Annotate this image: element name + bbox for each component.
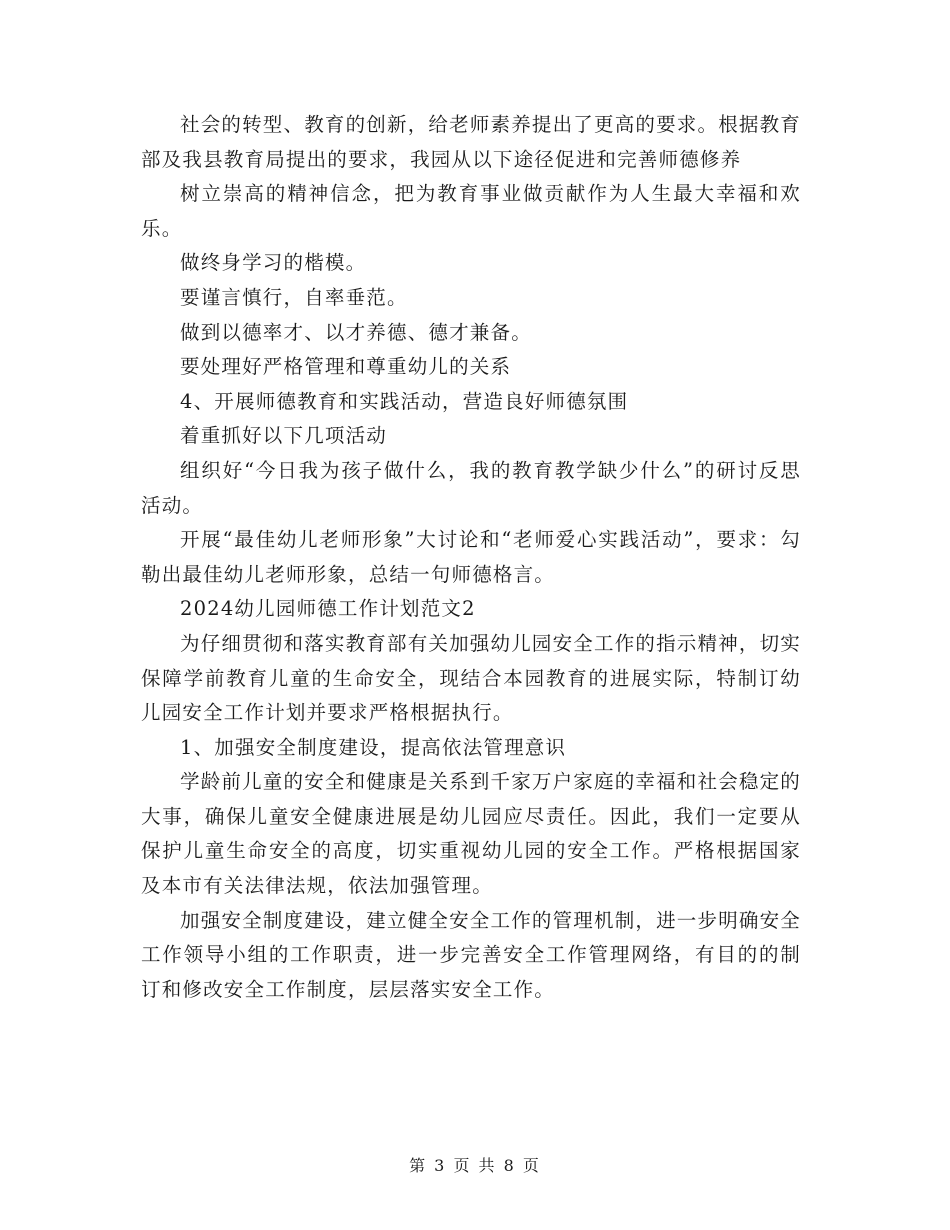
paragraph-8: 着重抓好以下几项活动 [180, 424, 388, 448]
paragraph-7: 4、开展师德教育和实践活动，营造良好师德氛围 [180, 389, 629, 413]
page-footer [0, 1153, 950, 1176]
paragraph-14: 学龄前儿童的安全和健康是关系到千家万户家庭的幸福和社会稳定的大事，确保儿童安全健康进展是幼儿园应尽责任。因此，我们一定要从保护儿童生命安全的高度，切实重视幼儿园的安全工作。严格根据国家及本市有关法律法规，依法加强管理。 [141, 770, 802, 898]
footer-prefix: 第 [409, 1156, 428, 1175]
paragraph-4: 要谨言慎行，自率垂范。 [180, 285, 408, 309]
section-heading: 2024幼儿园师德工作计划范文2 [180, 597, 476, 621]
paragraph-1: 社会的转型、教育的创新，给老师素养提出了更高的要求。根据教育部及我县教育局提出的要求，我园从以下途径促进和完善师德修养 [141, 113, 802, 171]
paragraph-2: 树立崇高的精神信念，把为教育事业做贡献作为人生最大幸福和欢乐。 [141, 182, 801, 240]
document-body [141, 108, 801, 1007]
paragraph-5: 做到以德率才、以才养德、德才兼备。 [180, 320, 532, 344]
footer-current-page: 3 [434, 1156, 447, 1175]
paragraph-9: 组织好“今日我为孩子做什么，我的教育教学缺少什么”的研讨反思活动。 [141, 458, 801, 517]
paragraph-15: 加强安全制度建设，建立健全安全工作的管理机制，进一步明确安全工作领导小组的工作职责，进一步完善安全工作管理网络，有目的的制订和修改安全工作制度，层层落实安全工作。 [141, 908, 802, 1001]
footer-suffix: 页 [522, 1156, 541, 1175]
paragraph-3: 做终身学习的楷模。 [180, 251, 367, 275]
paragraph-10: 开展“最佳幼儿老师形象”大讨论和“老师爱心实践活动”，要求：勾勒出最佳幼儿老师形象，总结一句师德格言。 [141, 528, 801, 586]
footer-middle: 页 共 [453, 1156, 497, 1175]
paragraph-6: 要处理好严格管理和尊重幼儿的关系 [180, 355, 512, 379]
footer-total-pages: 8 [503, 1156, 516, 1175]
subheading: 1、加强安全制度建设，提高依法管理意识 [180, 735, 567, 759]
paragraph-12: 为仔细贯彻和落实教育部有关加强幼儿园安全工作的指示精神，切实保障学前教育儿童的生命安全，现结合本园教育的进展实际，特制订幼儿园安全工作计划并要求严格根据执行。 [141, 631, 802, 725]
